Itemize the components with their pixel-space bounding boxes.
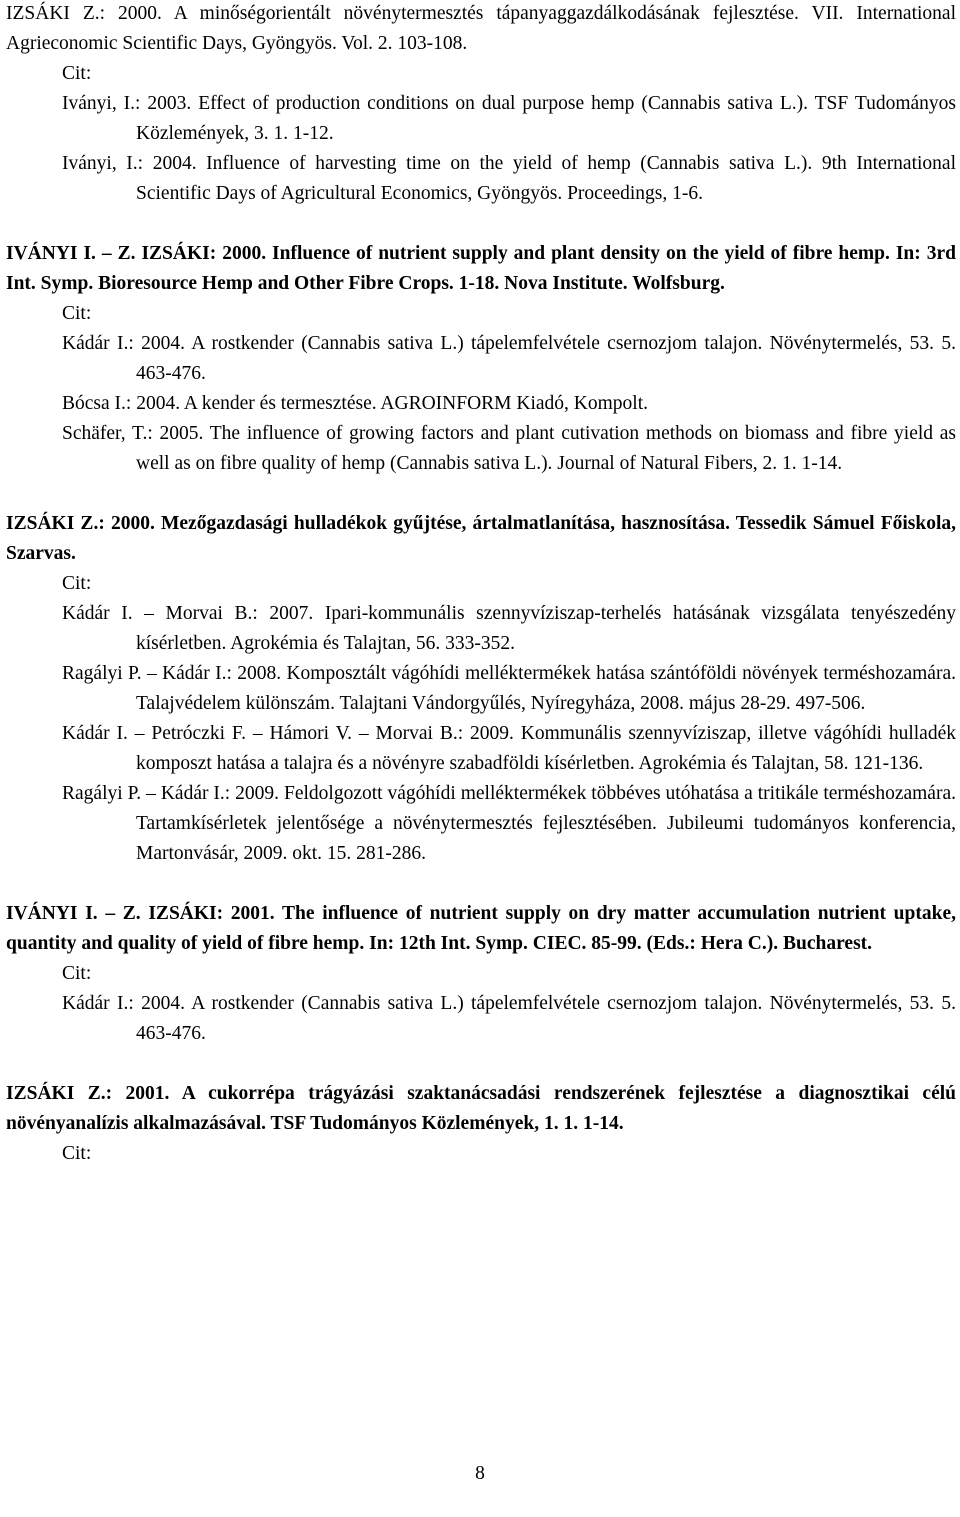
publication-entry: IVÁNYI I. – Z. IZSÁKI: 2000. Influence of nutrient supply and plant density on the yield of fibre hemp. In: 3rd Int. Symp. Bioresource Hemp and Other Fibre Crops. 1-18. Nova Institute. Wolfsburg. bbox=[6, 243, 956, 294]
citing-reference: Ragályi P. – Kádár I.: 2009. Feldolgozott vágóhídi melléktermékek többéves utóhatása a tritikále terméshozamára. Tartamkísérletek jelentősége a növénytermesztés fejlesztésében. Jubileumi tudományos konferencia, Martonvásár, 2009. okt. 15. 281-286. bbox=[62, 783, 956, 864]
citing-reference: Kádár I.: 2004. A rostkender (Cannabis sativa L.) tápelemfelvétele csernozjom talajon. Növénytermelés, 53. 5. 463-476. bbox=[62, 993, 956, 1044]
citation-block bbox=[6, 0, 956, 209]
cit-label: Cit: bbox=[62, 963, 92, 984]
citing-reference: Iványi, I.: 2003. Effect of production conditions on dual purpose hemp (Cannabis sativa L.). TSF Tudományos Közlemények, 3. 1. 1-12. bbox=[62, 93, 956, 144]
cit-label: Cit: bbox=[62, 63, 92, 84]
citing-reference: Kádár I. – Morvai B.: 2007. Ipari-kommunális szennyvíziszap-terhelés hatásának vizsgálata tenyészedény kísérletben. Agrokémia és Talajtan, 56. 333-352. bbox=[62, 603, 956, 654]
citation-block bbox=[6, 509, 956, 869]
citation-block bbox=[6, 1079, 956, 1169]
reference-page bbox=[6, 0, 956, 1169]
citing-reference: Ragályi P. – Kádár I.: 2008. Komposztált vágóhídi melléktermékek hatása szántóföldi növények terméshozamára. Talajvédelem különszám. Talajtani Vándorgyűlés, Nyíregyháza, 2008. május 28-29. 497-506. bbox=[62, 663, 956, 714]
publication-entry: IVÁNYI I. – Z. IZSÁKI: 2001. The influence of nutrient supply on dry matter accumulation nutrient uptake, quantity and quality of yield of fibre hemp. In: 12th Int. Symp. CIEC. 85-99. (Eds.: Hera C.). Bucharest. bbox=[6, 903, 956, 954]
cit-label: Cit: bbox=[62, 573, 92, 594]
publication-entry: IZSÁKI Z.: 2000. A minőségorientált növénytermesztés tápanyaggazdálkodásának fejlesztése. VII. International Agrieconomic Scientific Days, Gyöngyös. Vol. 2. 103-108. bbox=[6, 3, 956, 54]
citing-reference: Bócsa I.: 2004. A kender és termesztése. AGROINFORM Kiadó, Kompolt. bbox=[62, 393, 649, 414]
page-number: 8 bbox=[475, 1463, 485, 1484]
block-spacer bbox=[6, 479, 956, 509]
block-spacer bbox=[6, 209, 956, 239]
block-spacer bbox=[6, 1049, 956, 1079]
block-spacer bbox=[6, 869, 956, 899]
citing-reference: Schäfer, T.: 2005. The influence of growing factors and plant cutivation methods on biomass and fibre yield as well as on fibre quality of hemp (Cannabis sativa L.). Journal of Natural Fibers, 2. 1. 1-14. bbox=[62, 423, 956, 474]
citation-block bbox=[6, 239, 956, 479]
publication-entry: IZSÁKI Z.: 2001. A cukorrépa trágyázási szaktanácsadási rendszerének fejlesztése a diagnosztikai célú növényanalízis alkalmazásával. TSF Tudományos Közlemények, 1. 1. 1-14. bbox=[6, 1083, 956, 1134]
citation-block bbox=[6, 899, 956, 1049]
publication-entry: IZSÁKI Z.: 2000. Mezőgazdasági hulladékok gyűjtése, ártalmatlanítása, hasznosítása. Tessedik Sámuel Főiskola, Szarvas. bbox=[6, 513, 956, 564]
cit-label: Cit: bbox=[62, 303, 92, 324]
citing-reference: Kádár I. – Petróczki F. – Hámori V. – Morvai B.: 2009. Kommunális szennyvíziszap, illetve vágóhídi hulladék komposzt hatása a talajra és a növényre szabadföldi kísérletben. Agrokémia és Talajtan, 58. 121-136. bbox=[62, 723, 956, 774]
citing-reference: Iványi, I.: 2004. Influence of harvesting time on the yield of hemp (Cannabis sativa L.). 9th International Scientific Days of Agricultural Economics, Gyöngyös. Proceedings, 1-6. bbox=[62, 153, 956, 204]
cit-label: Cit: bbox=[62, 1143, 92, 1164]
citing-reference: Kádár I.: 2004. A rostkender (Cannabis sativa L.) tápelemfelvétele csernozjom talajon. Növénytermelés, 53. 5. 463-476. bbox=[62, 333, 956, 384]
